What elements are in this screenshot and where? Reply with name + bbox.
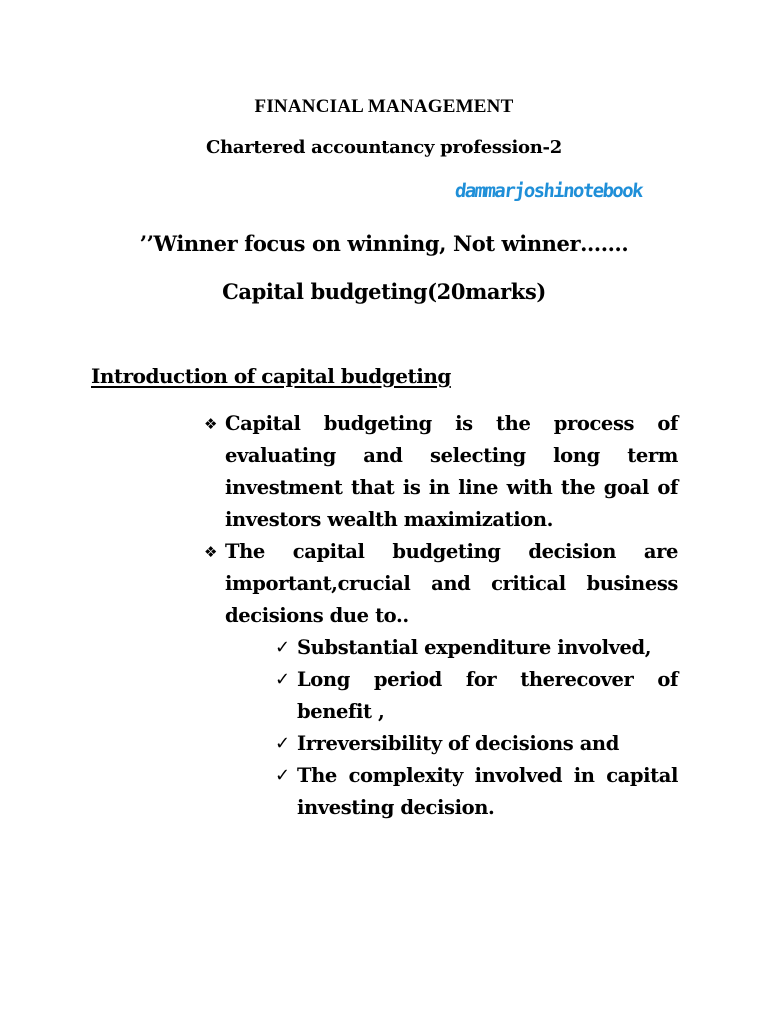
checkmark-icon: ✓ — [275, 637, 290, 658]
document-subtitle: Chartered accountancy profession-2 — [206, 137, 562, 158]
checkmark-icon: ✓ — [275, 765, 290, 786]
reason-item — [275, 760, 678, 824]
checkmark-icon: ✓ — [275, 669, 290, 690]
bullet-definition — [204, 408, 678, 536]
bullet-text: The capital budgeting decision are important,crucial and critical business decisions due to.. — [225, 540, 678, 627]
reason-text: Irreversibility of decisions and — [297, 732, 619, 755]
chapter-title: Capital budgeting(20marks) — [222, 279, 546, 304]
reason-item — [275, 664, 678, 728]
bullet-text: Capital budgeting is the process of evaluating and selecting long term investment that is in line with the goal of investors wealth maximization. — [225, 412, 678, 531]
diamond-bullet-icon: ❖ — [204, 415, 218, 433]
document-title: FINANCIAL MANAGEMENT — [254, 96, 514, 117]
reason-item — [275, 632, 678, 664]
introduction-heading: Introduction of capital budgeting — [91, 364, 451, 388]
motivational-quote: ’’Winner focus on winning, Not winner……. — [139, 231, 629, 256]
notebook-watermark: dammarjoshinotebook — [453, 180, 644, 202]
reason-text: Substantial expenditure involved, — [297, 636, 652, 659]
diamond-bullet-icon: ❖ — [204, 543, 218, 561]
reason-text: The complexity involved in capital investing decision. — [297, 764, 678, 819]
reason-text: Long period for therecover of benefit , — [297, 668, 678, 723]
intro-bullet-list — [204, 408, 678, 824]
reason-item — [275, 728, 678, 760]
checkmark-icon: ✓ — [275, 733, 290, 754]
bullet-importance — [204, 536, 678, 824]
reasons-list — [225, 632, 678, 824]
